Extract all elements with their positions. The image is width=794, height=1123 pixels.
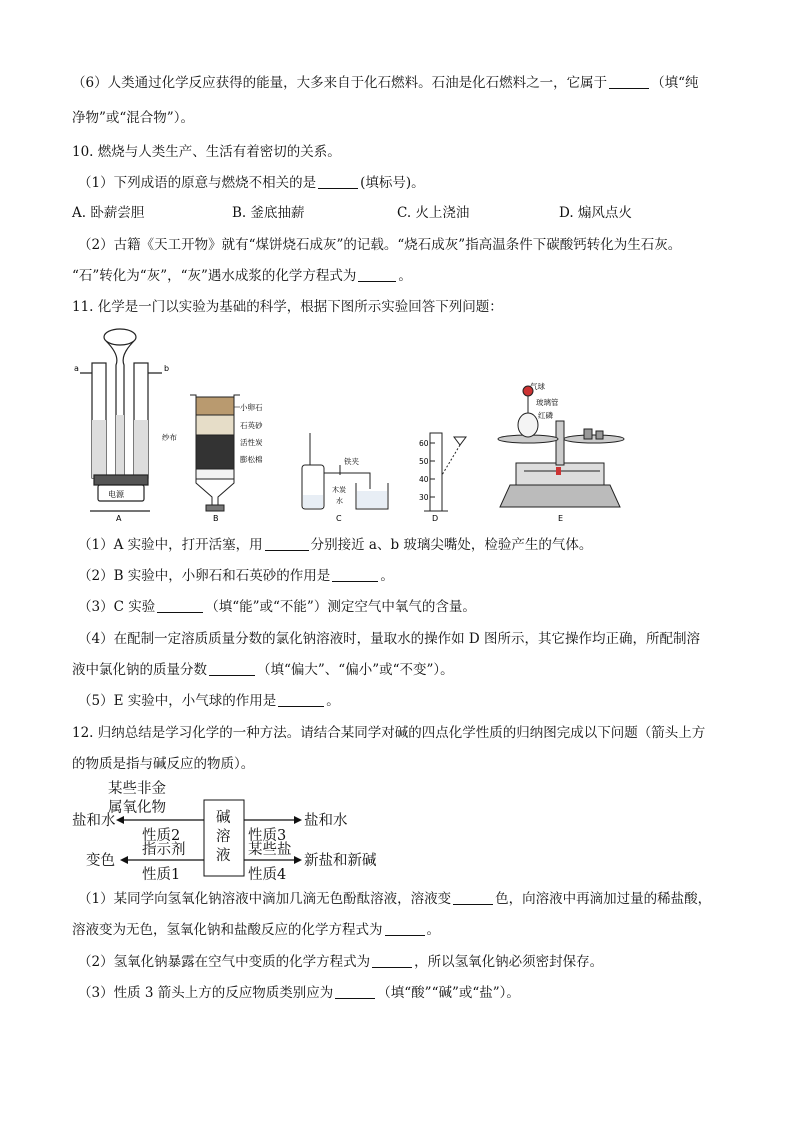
option-c: C. 火上浇油 [397, 205, 470, 221]
q10-part2-line1: （2）古籍《天工开物》就有“煤饼烧石成灰”的记载。“烧石成灰”指高温条件下碳酸钙转化为生石灰。 [78, 237, 682, 253]
q12-part3: （3）性质 3 箭头上方的反应物质类别应为 （填“酸”“碱”或“盐”）。 [78, 985, 520, 1001]
q12-stem-line1: 12. 归纳总结是学习化学的一种方法。请结合某同学对碱的四点化学性质的归纳图完成以下问题（箭头上方 [72, 725, 706, 741]
tick-30: 30 [419, 493, 429, 502]
label-clamp: 铁夹 [344, 457, 359, 466]
q11-stem: 11. 化学是一门以实验为基础的科学，根据下图所示实验回答下列问题： [72, 299, 503, 315]
label-nonmetal-oxide-2: 属氧化物 [108, 800, 166, 816]
label-pebble: 小卵石 [240, 403, 263, 412]
q12-stem-line2: 的物质是指与碱反应的物质）。 [72, 756, 255, 772]
arrow-left-bottom-head [120, 856, 128, 864]
answer-blank[interactable] [332, 567, 378, 582]
label-property-4: 性质4 [248, 867, 287, 883]
label-a: a [74, 364, 79, 373]
q12-part1-line2: 溶液变为无色，氢氧化钠和盐酸反应的化学方程式为 。 [72, 922, 440, 938]
label-carbon: 活性炭 [240, 438, 263, 447]
q11-part2: （2）B 实验中，小卵石和石英砂的作用是 。 [78, 568, 394, 584]
apparatus-a [80, 329, 162, 511]
box-char-2: 溶 [216, 829, 231, 845]
q9-6-line1: （6）人类通过化学反应获得的能量，大多来自于化石燃料。石油是化石燃料之一，它属于 （填“纯 [72, 75, 699, 91]
tick-50: 50 [419, 457, 429, 466]
answer-blank[interactable] [265, 536, 309, 551]
q10-stem: 10. 燃烧与人类生产、生活有着密切的关系。 [72, 144, 341, 160]
label-property-1: 性质1 [142, 867, 181, 883]
q10-options [72, 203, 672, 223]
label-salt-water-right: 盐和水 [304, 813, 348, 829]
base-properties-diagram [72, 780, 402, 885]
box-char-1: 碱 [216, 810, 231, 826]
label-power: 电源 [108, 490, 124, 499]
answer-blank[interactable] [318, 174, 358, 189]
option-b: B. 釜底抽薪 [232, 205, 305, 221]
answer-blank[interactable] [157, 598, 203, 613]
label-cotton: 膨松棉 [240, 455, 263, 464]
label-water-c: 水 [336, 497, 343, 505]
arrow-right-top-head [294, 816, 302, 824]
q11-part1: （1）A 实验中，打开活塞，用 分别接近 a、b 玻璃尖嘴处，检验产生的气体。 [78, 537, 593, 553]
q12-part1-line1: （1）某同学向氢氧化钠溶液中滴加几滴无色酚酞溶液，溶液变 色，向溶液中再滴加过量的稀盐酸， [78, 891, 712, 907]
label-nonmetal-oxide-1: 某些非金 [108, 781, 166, 797]
label-red-p: 红磷 [538, 411, 553, 420]
label-some-salt: 某些盐 [248, 842, 292, 858]
label-property-3: 性质3 [248, 828, 287, 844]
box-char-3: 液 [216, 848, 231, 864]
answer-blank[interactable] [372, 953, 412, 968]
q11-part3: （3）C 实验 （填“能”或“不能”）测定空气中氧气的含量。 [78, 599, 476, 615]
answer-blank[interactable] [453, 890, 493, 905]
label-property-2: 性质2 [142, 828, 181, 844]
apparatus-b [190, 395, 240, 511]
label-b: b [164, 364, 170, 373]
label-glass-tube: 玻璃管 [536, 398, 559, 407]
q11-part5: （5）E 实验中，小气球的作用是 。 [78, 693, 340, 709]
label-sand: 石英砂 [240, 421, 263, 430]
label-color-change: 变色 [86, 853, 115, 869]
answer-blank[interactable] [358, 267, 396, 282]
label-salt-water-left: 盐和水 [72, 813, 116, 829]
caption-a: A [116, 514, 122, 523]
option-a: A. 卧薪尝胆 [72, 205, 145, 221]
arrow-right-bottom-head [294, 856, 302, 864]
caption-d: D [432, 514, 439, 523]
answer-blank[interactable] [278, 692, 324, 707]
q9-6-line2: 净物”或“混合物”）。 [72, 110, 194, 126]
experiment-figure [70, 325, 630, 525]
arrow-left-top-head [116, 816, 124, 824]
caption-c: C [336, 514, 342, 523]
apparatus-e [498, 386, 624, 507]
apparatus-d [424, 433, 466, 511]
option-d: D. 煽风点火 [559, 205, 632, 221]
label-indicator: 指示剂 [142, 842, 186, 858]
answer-blank[interactable] [335, 984, 375, 999]
tick-60: 60 [419, 439, 429, 448]
answer-blank[interactable] [609, 74, 649, 89]
q11-part4-line2: 液中氯化钠的质量分数 （填“偏大”、“偏小”或“不变”）。 [72, 662, 454, 678]
caption-e: E [558, 514, 564, 523]
label-balloon: 气球 [530, 382, 545, 391]
q10-part1: （1）下列成语的原意与燃烧不相关的是 (填标号)。 [78, 175, 425, 191]
apparatus-c [302, 433, 388, 509]
q12-part2: （2）氢氧化钠暴露在空气中变质的化学方程式为 ，所以氢氧化钠必须密封保存。 [78, 954, 604, 970]
answer-blank[interactable] [209, 661, 255, 676]
q11-part4-line1: （4）在配制一定溶质质量分数的氯化钠溶液时，量取水的操作如 D 图所示，其它操作均正确，所配制溶 [78, 631, 700, 647]
label-gauze: 纱布 [162, 433, 177, 442]
q10-part2-line2: “石”转化为“灰”，“灰”遇水成浆的化学方程式为 。 [72, 268, 412, 284]
label-charcoal: 木炭 [332, 486, 346, 494]
label-new-salt-base: 新盐和新碱 [304, 853, 377, 869]
answer-blank[interactable] [385, 921, 425, 936]
caption-b: B [213, 514, 219, 523]
tick-40: 40 [419, 475, 429, 484]
